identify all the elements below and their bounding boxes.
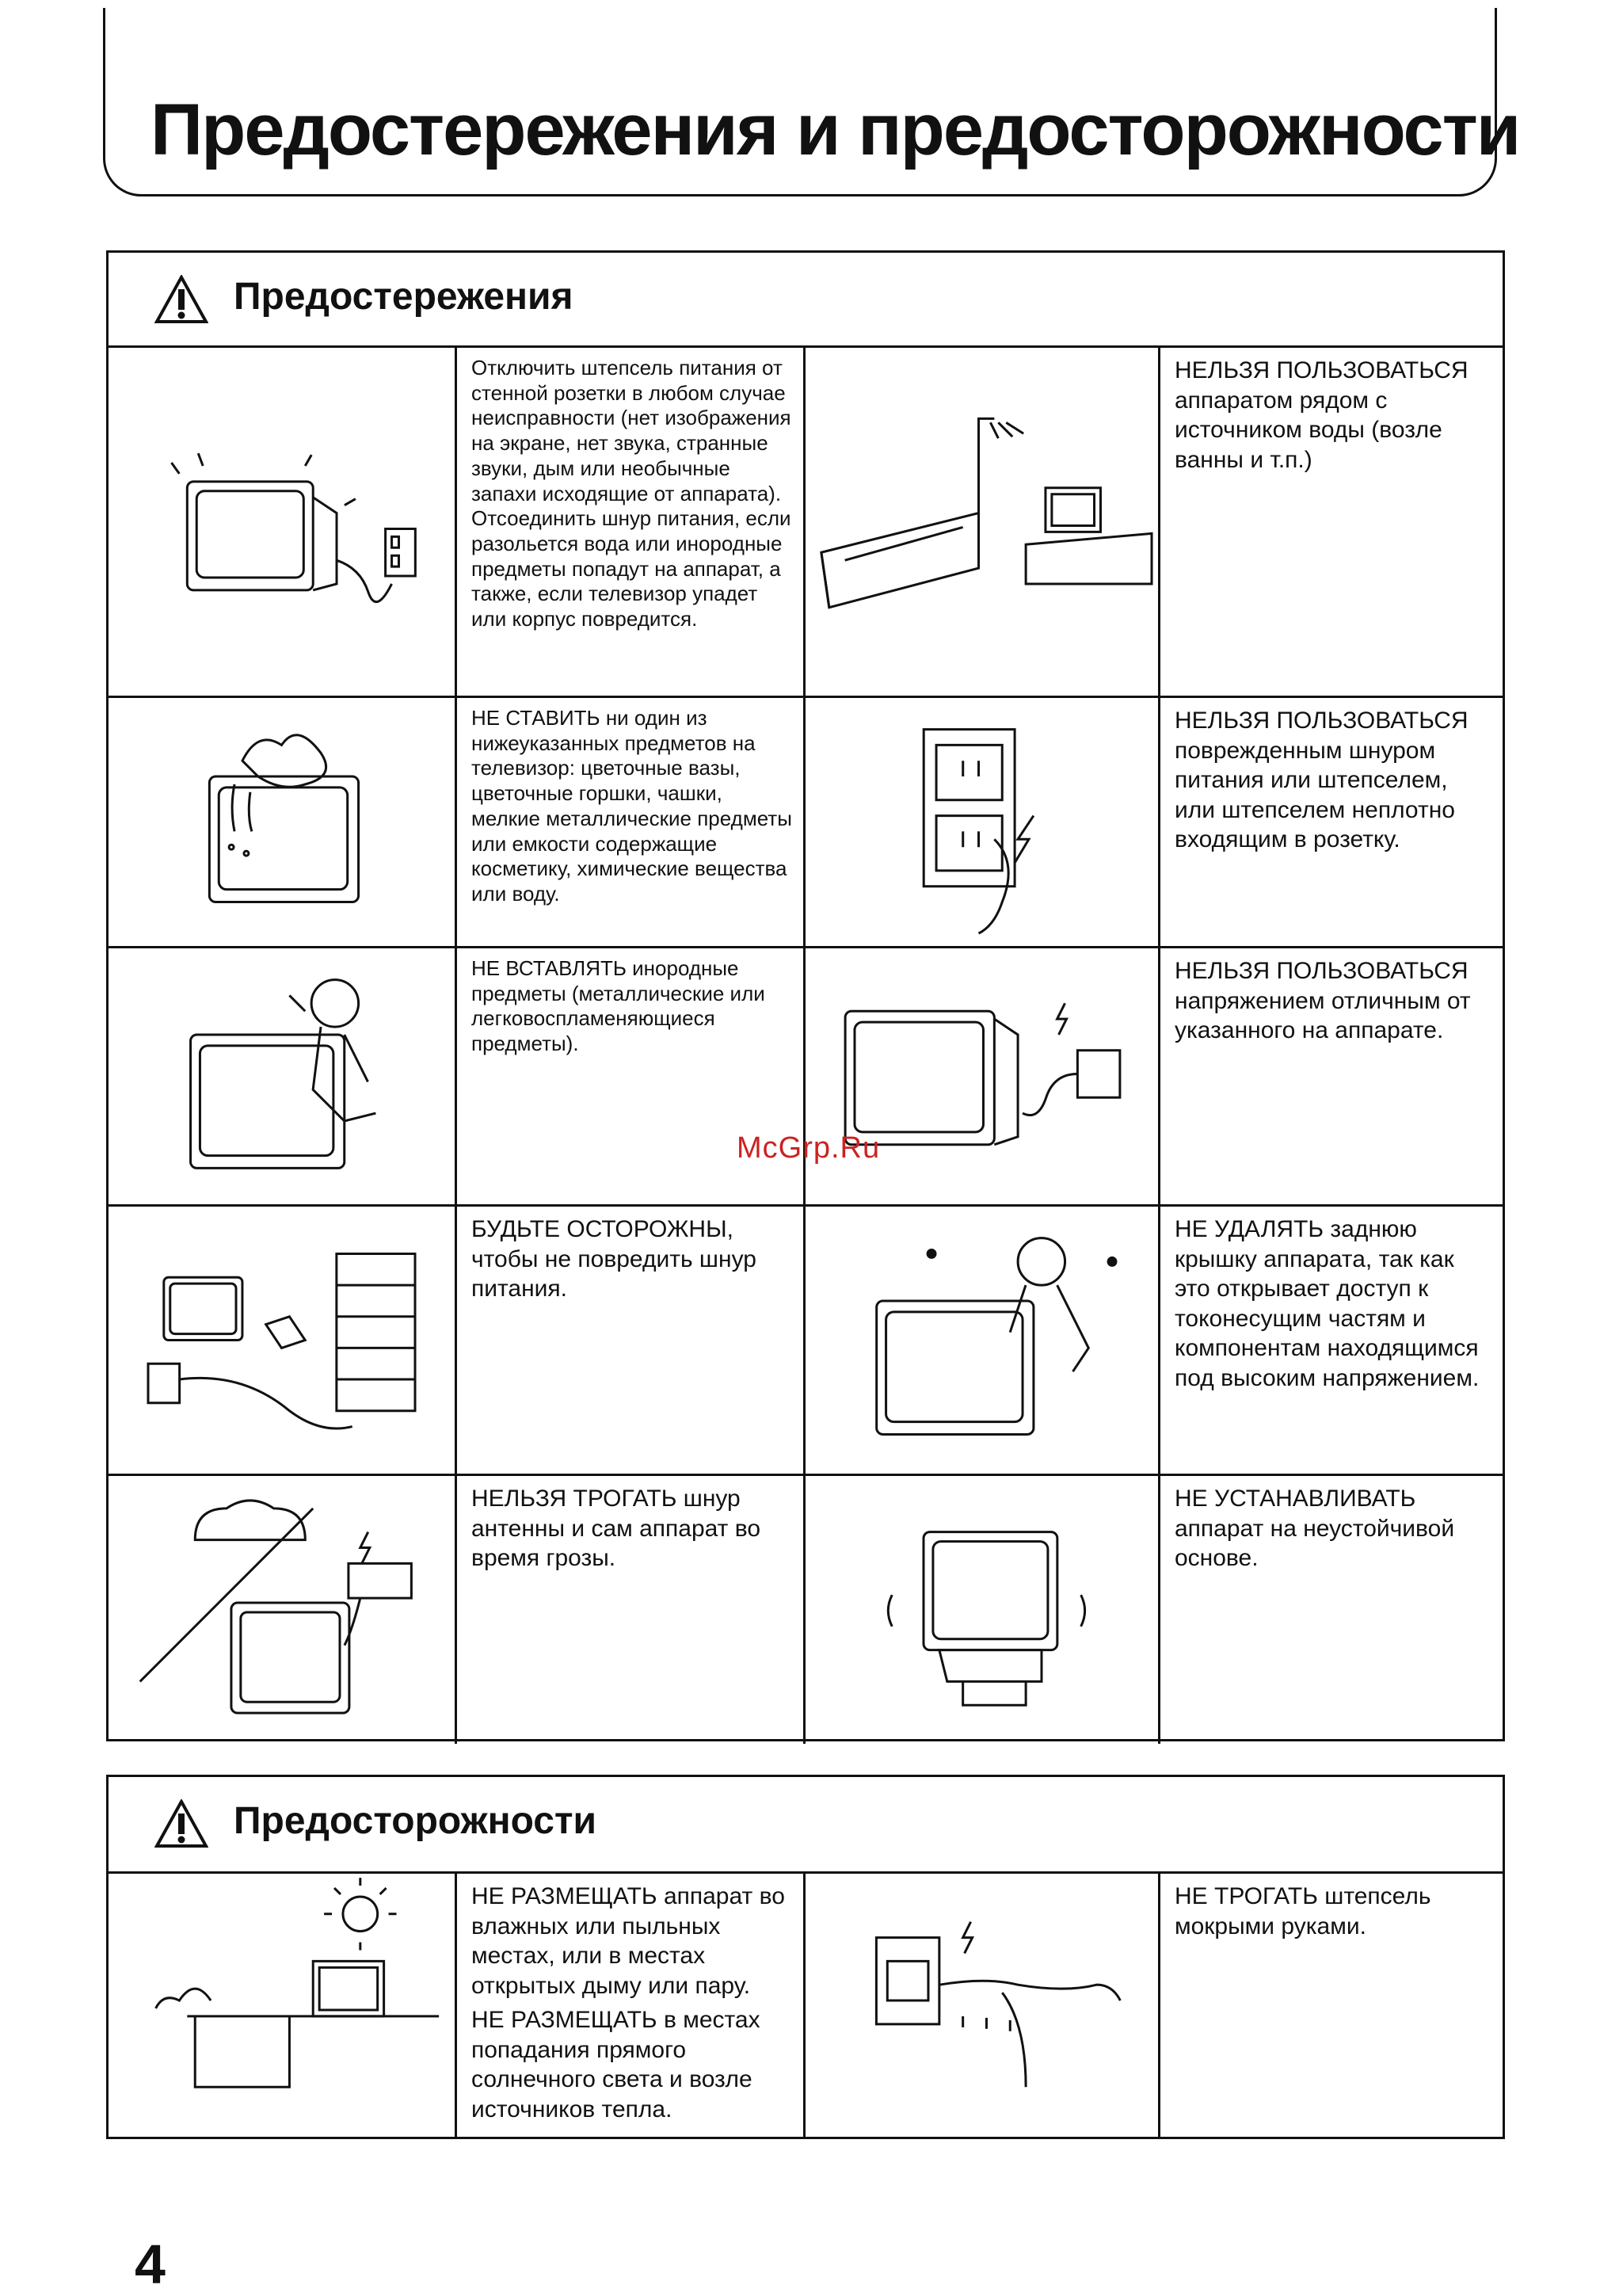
precautions-heading: Предосторожности: [234, 1800, 596, 1842]
illustration-voltage: [806, 948, 1160, 1204]
warning-triangle-icon: [154, 275, 208, 324]
illustration-unstable-base: [806, 1476, 1160, 1744]
watermark: McGrp.Ru: [737, 1131, 881, 1165]
warning-text: НЕЛЬЗЯ ПОЛЬЗОВАТЬСЯ аппаратом рядом с источником воды (возле ванны и т.п.): [1175, 357, 1469, 473]
illustration-vase-on-tv: [109, 698, 457, 946]
precautions-header: [109, 1777, 1503, 1874]
precaution-text: НЕ РАЗМЕЩАТЬ в местах попадания прямого солнечного света и возле источников тепла.: [471, 2007, 760, 2122]
illustration-tv-unplug: [109, 348, 457, 696]
illustration-cord-damage: [109, 1207, 457, 1474]
illustration-damaged-plug: [806, 698, 1160, 946]
warning-text-cell: [457, 1476, 806, 1744]
warning-text: НЕ УСТАНАВЛИВАТЬ аппарат на неустойчивой основе.: [1175, 1486, 1455, 1571]
precautions-section: [106, 1775, 1505, 2139]
warning-text-cell: [1160, 1476, 1503, 1744]
warning-text-cell: [1160, 348, 1503, 696]
precaution-text: НЕ ТРОГАТЬ штепсель мокрыми руками.: [1175, 1883, 1431, 1939]
warning-text-cell: [1160, 948, 1503, 1204]
warnings-heading: Предостережения: [234, 276, 573, 318]
illustration-child-inserting: [109, 948, 457, 1204]
page-title: Предостережения и предосторожности: [150, 90, 1520, 170]
page-number: 4: [135, 2233, 166, 2295]
warning-text-cell: [457, 698, 806, 946]
warnings-header: [109, 253, 1503, 348]
warnings-section: [106, 250, 1505, 1741]
precaution-text-cell: [457, 1874, 806, 2137]
warning-text-cell: [457, 1207, 806, 1474]
precaution-row: [109, 1874, 1503, 2137]
warning-text: Отключить штепсель питания от стенной розетки в любом случае неисправности (нет изображения на экране, нет звука, странные звуки, дым или необычные запахи исходящие от аппарата). Отсоединить шнур питания, если разольется вода или инородные предметы попадут на аппарат, а также, если телевизор упадет или корпус повредится.: [471, 356, 791, 631]
warning-text: НЕЛЬЗЯ ТРОГАТЬ шнур антенны и сам аппарат во время грозы.: [471, 1486, 761, 1571]
warning-text-cell: [457, 948, 806, 1204]
warning-row: [109, 1476, 1503, 1744]
illustration-kitchen-sun: [109, 1874, 457, 2137]
illustration-bath: [806, 348, 1160, 696]
illustration-man-removing-cover: [806, 1207, 1160, 1474]
warning-text: НЕЛЬЗЯ ПОЛЬЗОВАТЬСЯ поврежденным шнуром питания или штепселем, или штепселем неплотно входящим в розетку.: [1175, 707, 1469, 852]
warning-text: НЕ ВСТАВЛЯТЬ инородные предметы (металлические или легковоспламеняющиеся предметы).: [471, 956, 765, 1056]
warning-row: [109, 1207, 1503, 1476]
warning-text-cell: [1160, 1207, 1503, 1474]
warning-triangle-icon: [154, 1799, 208, 1848]
illustration-wet-hand-plug: [806, 1874, 1160, 2137]
precaution-text-cell: [1160, 1874, 1503, 2137]
illustration-thunderstorm: [109, 1476, 457, 1744]
warning-text: НЕЛЬЗЯ ПОЛЬЗОВАТЬСЯ напряжением отличным от указанного на аппарате.: [1175, 958, 1471, 1043]
warning-row: [109, 948, 1503, 1207]
precaution-text-block: [471, 1882, 792, 2129]
warning-row: [109, 698, 1503, 948]
precaution-text: НЕ РАЗМЕЩАТЬ аппарат во влажных или пыльных местах, или в местах открытых дыму или пару.: [471, 1883, 785, 1999]
warning-text: НЕ СТАВИТЬ ни один из нижеуказанных предметов на телевизор: цветочные вазы, цветочные горшки, чашки, мелкие металлические предметы или емкости содержащие косметику, химические вещества или воду.: [471, 706, 792, 906]
warning-text-cell: [457, 348, 806, 696]
warning-text: БУДЬТЕ ОСТОРОЖНЫ, чтобы не повредить шнур питания.: [471, 1216, 756, 1302]
warning-text: НЕ УДАЛЯТЬ заднюю крышку аппарата, так как это открывает доступ к токонесущим частям и компонентам находящимся под высоким напряжением.: [1175, 1216, 1480, 1391]
warning-text-cell: [1160, 698, 1503, 946]
warning-row: [109, 348, 1503, 698]
